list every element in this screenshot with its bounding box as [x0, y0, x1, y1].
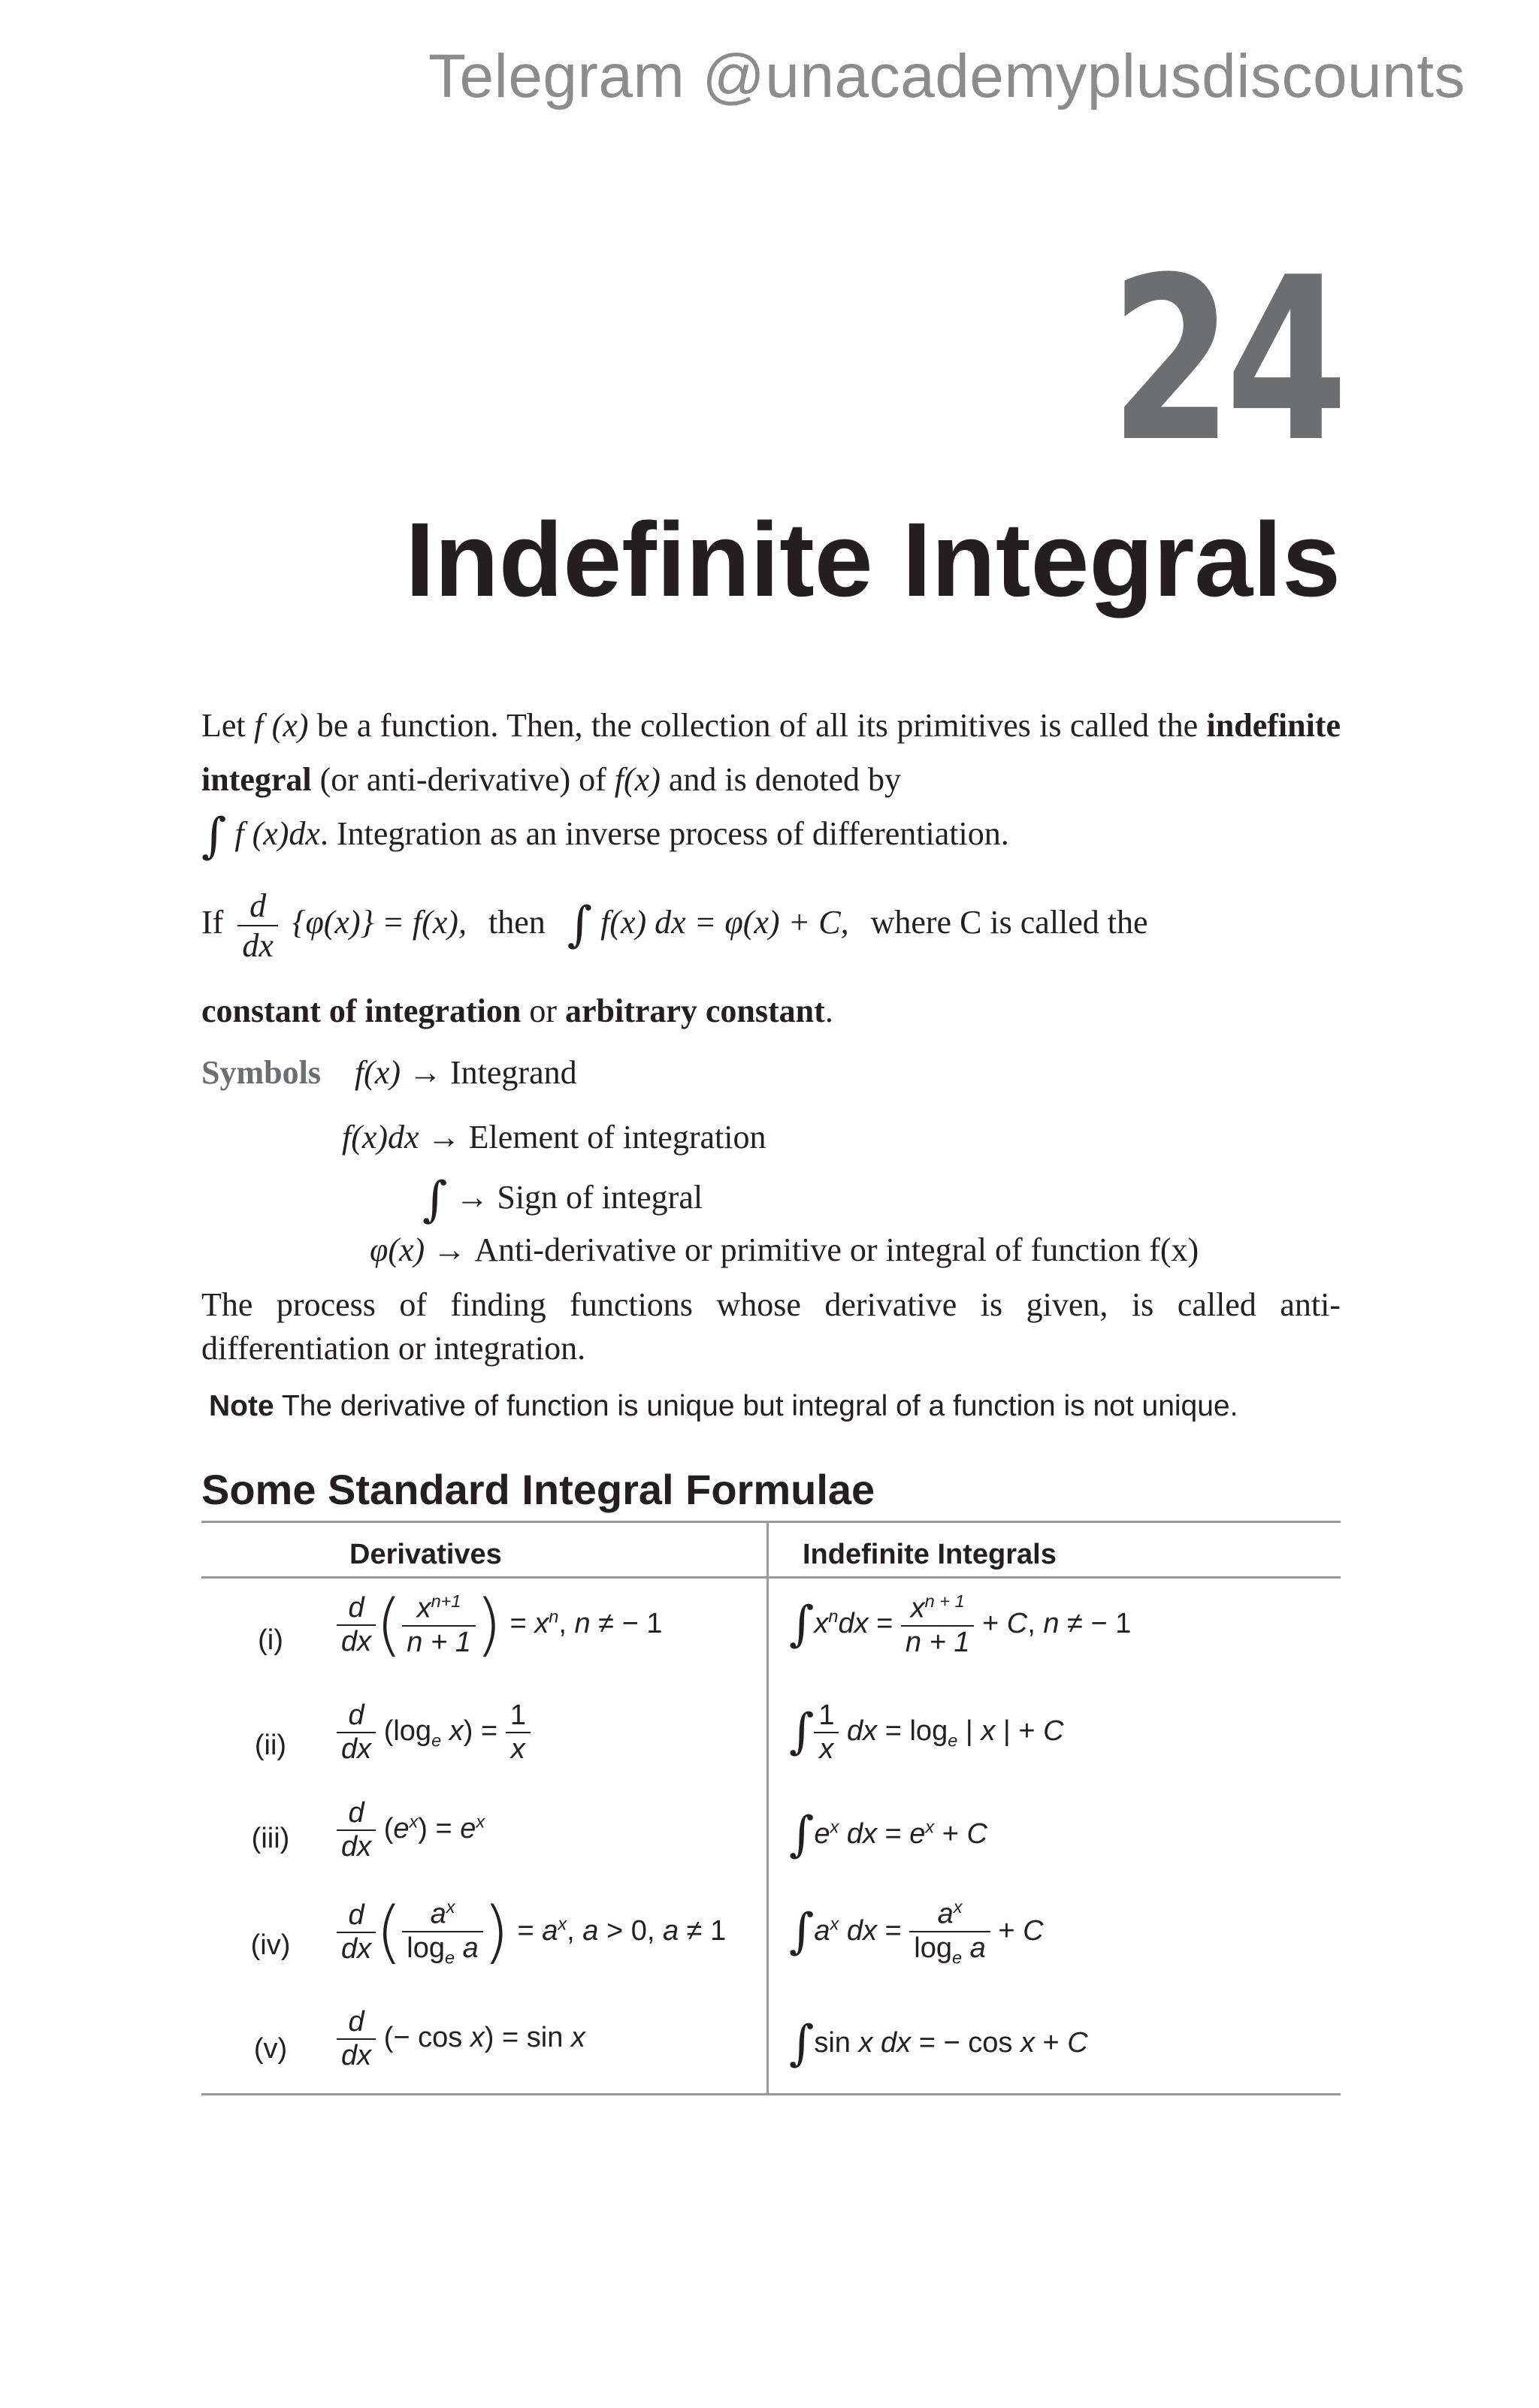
row-number: (v): [253, 2033, 288, 2065]
table-bottom-rule: [201, 2093, 1341, 2095]
integral-formula-4: $\int a^x$ dx = $\frac{a^x}{\log_e a}$ + C: [789, 1897, 1044, 1968]
table-top-rule: [201, 1521, 1341, 1523]
row-number: (ii): [254, 1730, 287, 1761]
chapter-title: Indefinite Integrals: [405, 500, 1341, 618]
constant-line: constant of integration or arbitrary constant.: [201, 993, 833, 1029]
table-header-rule: [201, 1576, 1341, 1579]
note: Note The derivative of function is unique but integral of a function is not unique.: [209, 1390, 1238, 1422]
header-derivatives: Derivatives: [349, 1539, 502, 1570]
row-number: (i): [258, 1624, 283, 1656]
integral-formula-1: $\int x^ndx$ = $\frac{x^{n + 1}}{n + 1}$ + C, n ≠ − 1: [789, 1591, 1132, 1658]
derivative-formula-3: $\frac{d}{dx}$ $(e^x) = e^x$: [337, 1797, 485, 1863]
derivative-formula-2: $\frac{d}{dx}$ ($\log_e$ x) = $\frac{1}{x}$: [337, 1699, 531, 1766]
process-paragraph: The process of finding functions whose derivative is given, is called anti-differentiation or integration.: [201, 1286, 1341, 1367]
chapter-number: 24: [1110, 229, 1341, 491]
integral-formula-3: $\int e^x$ dx = $e^x + C$: [789, 1807, 987, 1863]
derivative-formula-4: $\frac{d}{dx}$ ( $\frac{a^x}{\log_e a}$ ) = $a^x$, a > 0, a ≠ 1: [337, 1897, 726, 1968]
intro-paragraph: Let f (x) be a function. Then, the collection of all its primitives is called the indefinite integral (or anti-derivative) of f(x) and is denoted by ∫ f (x)dx. Integration as an inverse process of differentiation.: [201, 707, 1341, 864]
symbols-row-4: φ(x) → Anti-derivative or primitive or integral of function f(x): [370, 1231, 1199, 1268]
integral-formula-5: ∫sin x dx = − cos x + C: [789, 2016, 1088, 2071]
symbols-row-2: f(x)dx → Element of integration: [342, 1119, 766, 1156]
integral-sign-icon: ∫: [201, 808, 227, 864]
watermark: Telegram @unacademyplusdiscounts: [428, 42, 1466, 110]
definition-line: If $\frac{d}{dx}$ {φ(x)} = f(x), then ∫ f(x) dx = φ(x) + C, where C is called the: [201, 887, 1148, 964]
integral-sign-icon: ∫: [567, 897, 593, 953]
integral-formula-2: ∫ $\frac{1}{x}$ dx = $\log_e$ | x | + C: [789, 1699, 1064, 1765]
derivative-formula-5: $\frac{d}{dx}$ (− cos x) = sin x: [337, 2006, 585, 2072]
derivative-fraction: $\frac{d}{dx}$: [237, 887, 278, 965]
row-number: (iii): [251, 1823, 290, 1854]
header-integrals: Indefinite Integrals: [803, 1539, 1057, 1570]
symbols-row-1: Symbols f(x) → Integrand: [201, 1054, 577, 1091]
section-title: Some Standard Integral Formulae: [201, 1466, 875, 1513]
table-column-divider: [766, 1521, 769, 2095]
integral-sign-icon: ∫: [422, 1172, 448, 1228]
symbols-row-3: ∫ → Sign of integral: [422, 1172, 703, 1228]
derivative-formula-1: $\frac{d}{dx}$ ( $\frac{x^{n+1}}{n + 1}$ ) = $x^n$, n ≠ − 1: [337, 1591, 663, 1659]
row-number: (iv): [250, 1929, 291, 1961]
